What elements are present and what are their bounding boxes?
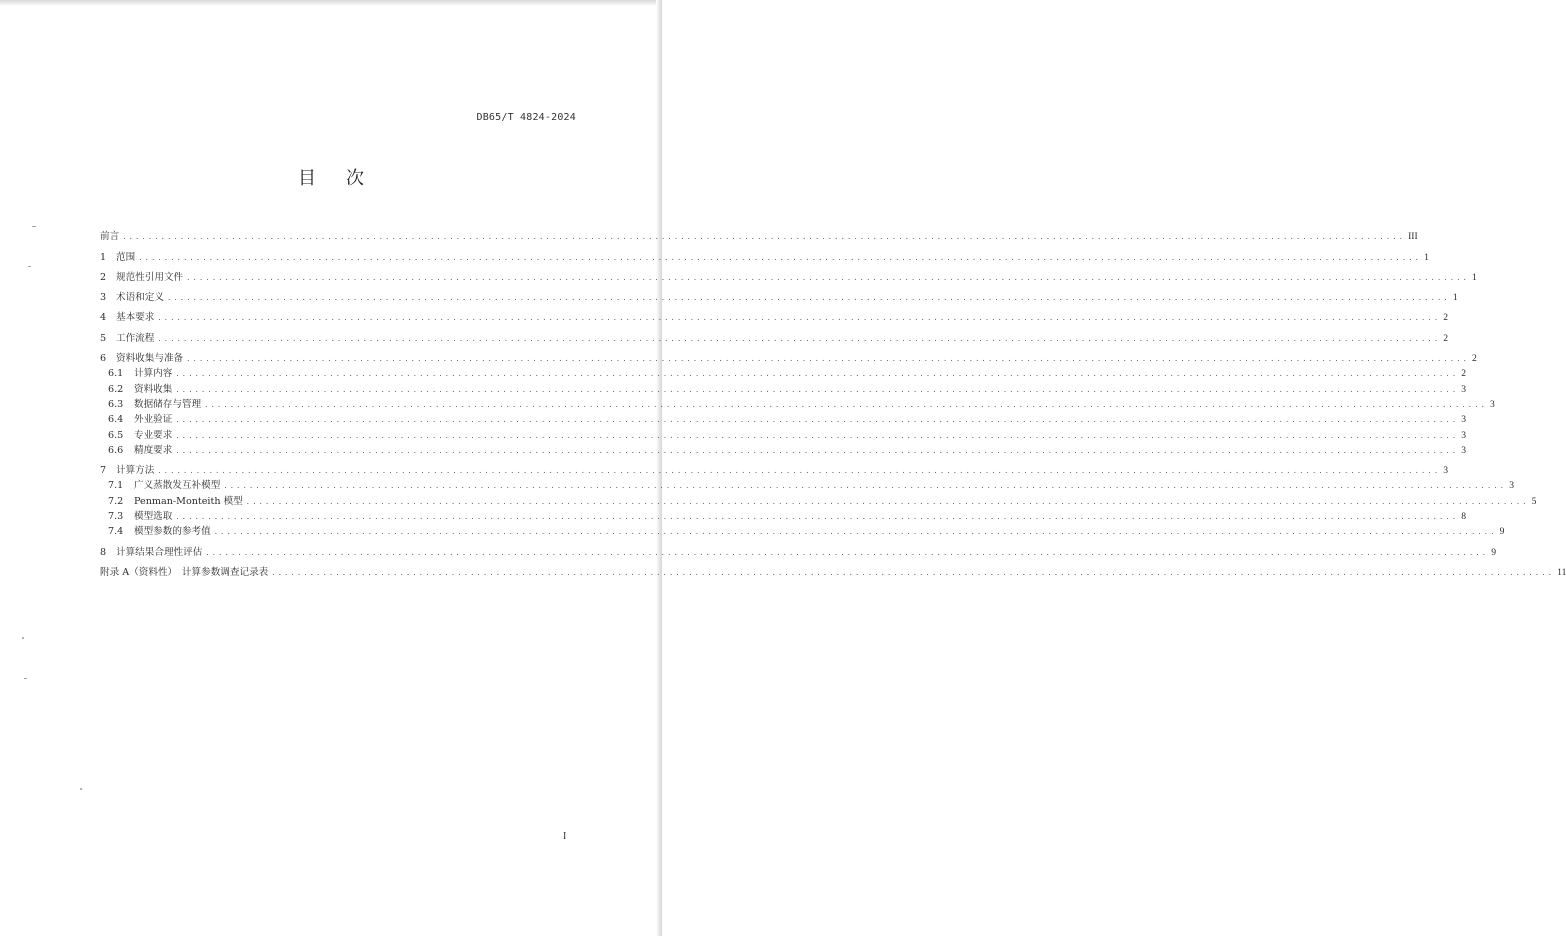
toc-entry[interactable] — [100, 441, 1467, 456]
toc-entry-page: 3 — [1509, 480, 1515, 492]
toc-entry-page: III — [1408, 231, 1418, 243]
toc-entry-number: 7.1 — [108, 480, 124, 492]
toc-entry-page: 1 — [1452, 292, 1458, 304]
toc-entry-number: 7.3 — [108, 511, 124, 523]
table-of-contents — [100, 222, 1566, 578]
toc-entry-label: 附录 A（资料性） 计算参数调查记录表 — [100, 566, 269, 578]
toc-entry-label: 广义蒸散发互补模型 — [134, 480, 221, 492]
toc-leader-dots: ........................................................................................................................................................................................................ — [223, 482, 1507, 491]
toc-entry-page: 3 — [1461, 429, 1467, 441]
toc-leader-dots: ........................................................................................................................................................................................................ — [186, 273, 1470, 282]
toc-leader-dots: ........................................................................................................................................................................................................ — [204, 400, 1488, 409]
toc-entry[interactable] — [100, 522, 1505, 538]
toc-leader-dots: ........................................................................................................................................................................................................ — [205, 548, 1489, 557]
toc-entry-page: 5 — [1531, 495, 1537, 507]
toc-entry[interactable] — [100, 410, 1467, 426]
toc-leader-dots: ........................................................................................................................................................................................................ — [166, 294, 1450, 303]
page-number: I — [563, 831, 567, 842]
toc-leader-dots: ........................................................................................................................................................................................................ — [175, 431, 1459, 440]
toc-entry-number: 7.2 — [108, 495, 124, 507]
toc-entry-page: 8 — [1461, 511, 1467, 523]
scan-speck — [80, 788, 82, 790]
toc-entry[interactable] — [100, 395, 1495, 410]
toc-entry-number: 6.1 — [108, 368, 124, 380]
toc-title: 目次 — [298, 168, 394, 189]
toc-leader-dots: ........................................................................................................................................................................................................ — [138, 253, 1422, 262]
toc-entry-number: 2 — [100, 271, 107, 283]
toc-entry-label: 模型参数的参考值 — [134, 526, 211, 538]
toc-leader-dots: ........................................................................................................................................................................................................ — [157, 334, 1441, 343]
toc-entry-number: 3 — [100, 292, 107, 304]
toc-entry-number: 6.4 — [108, 414, 124, 426]
toc-entry-number: 6.2 — [108, 383, 124, 395]
toc-entry-label: 数据储存与管理 — [134, 398, 202, 410]
toc-entry[interactable] — [100, 456, 1449, 477]
toc-entry-page: 2 — [1443, 332, 1449, 344]
toc-leader-dots: ........................................................................................................................................................................................................ — [175, 446, 1459, 455]
toc-entry-number: 1 — [100, 251, 107, 263]
toc-entry-label: 计算方法 — [116, 465, 155, 477]
toc-entry[interactable] — [100, 323, 1449, 344]
toc-leader-dots: ........................................................................................................................................................................................................ — [157, 314, 1441, 323]
toc-entry[interactable] — [100, 425, 1467, 441]
toc-leader-dots: ........................................................................................................................................................................................................ — [175, 416, 1459, 425]
toc-entry[interactable] — [100, 303, 1449, 324]
toc-entry-page: 9 — [1499, 526, 1505, 538]
toc-entry[interactable] — [100, 344, 1477, 365]
toc-leader-dots: ........................................................................................................................................................................................................ — [175, 513, 1459, 522]
toc-entry-page: 2 — [1472, 353, 1477, 365]
toc-entry-number: 7 — [100, 465, 107, 477]
toc-leader-dots: ........................................................................................................................................................................................................ — [157, 467, 1441, 476]
toc-entry-label: 范围 — [116, 251, 136, 263]
toc-entry-label: Penman-Monteith 模型 — [134, 495, 243, 507]
toc-entry-label: 外业验证 — [134, 414, 173, 426]
toc-leader-dots: ........................................................................................................................................................................................................ — [122, 233, 1406, 242]
toc-entry-label: 前言 — [100, 231, 120, 243]
toc-entry-page: 1 — [1424, 251, 1429, 263]
toc-entry-number: 6 — [100, 353, 107, 365]
toc-entry-page: 3 — [1461, 444, 1467, 456]
toc-entry-number: 6.5 — [108, 429, 124, 441]
toc-leader-dots: ........................................................................................................................................................................................................ — [271, 568, 1555, 577]
toc-leader-dots: ........................................................................................................................................................................................................ — [245, 497, 1529, 506]
toc-entry-number: 7.4 — [108, 526, 124, 538]
toc-entry-label: 专业要求 — [134, 429, 173, 441]
toc-entry[interactable] — [100, 379, 1467, 395]
toc-entry-page: 3 — [1443, 465, 1449, 477]
toc-entry-label: 规范性引用文件 — [116, 271, 184, 283]
toc-entry-number: 6.3 — [108, 398, 124, 410]
toc-entry[interactable] — [100, 242, 1429, 263]
scan-speck — [22, 637, 24, 639]
toc-entry-number: 5 — [100, 332, 107, 344]
toc-entry[interactable] — [100, 283, 1458, 304]
toc-entry[interactable] — [100, 558, 1566, 578]
toc-entry-page: 11 — [1557, 566, 1566, 578]
toc-entry[interactable] — [100, 222, 1418, 243]
toc-entry[interactable] — [100, 263, 1477, 283]
toc-entry[interactable] — [100, 364, 1467, 380]
toc-entry-page: 3 — [1461, 414, 1467, 426]
toc-entry-page: 2 — [1461, 368, 1467, 380]
toc-entry-page: 9 — [1491, 546, 1497, 558]
toc-entry-number: 6.6 — [108, 444, 124, 456]
toc-entry-label: 模型选取 — [134, 511, 173, 523]
toc-entry-label: 计算内容 — [134, 368, 173, 380]
toc-entry-label: 计算结果合理性评估 — [116, 546, 203, 558]
toc-entry[interactable] — [100, 507, 1467, 523]
toc-leader-dots: ........................................................................................................................................................................................................ — [175, 370, 1459, 379]
toc-entry-page: 2 — [1443, 312, 1449, 324]
toc-entry-label: 资料收集 — [134, 383, 173, 395]
scan-speck — [28, 266, 31, 267]
toc-entry[interactable] — [100, 476, 1515, 492]
toc-leader-dots: ........................................................................................................................................................................................................ — [175, 385, 1459, 394]
toc-entry-label: 基本要求 — [116, 312, 155, 324]
scan-edge-top — [0, 0, 662, 6]
toc-entry-label: 资料收集与准备 — [116, 353, 184, 365]
toc-entry-label: 术语和定义 — [116, 292, 164, 304]
toc-leader-dots: ........................................................................................................................................................................................................ — [186, 355, 1470, 364]
toc-entry[interactable] — [100, 537, 1497, 558]
toc-entry-page: 3 — [1490, 398, 1495, 410]
toc-entry-label: 工作流程 — [116, 332, 155, 344]
toc-entry[interactable] — [100, 491, 1537, 507]
toc-leader-dots: ........................................................................................................................................................................................................ — [213, 528, 1497, 537]
toc-entry-label: 精度要求 — [134, 444, 173, 456]
toc-entry-page: 1 — [1472, 271, 1477, 283]
toc-entry-page: 3 — [1461, 383, 1467, 395]
toc-entry-number: 4 — [100, 312, 107, 324]
scan-speck — [32, 226, 36, 227]
toc-entry-number: 8 — [100, 546, 107, 558]
scan-speck — [24, 678, 27, 679]
document-code: DB65/T 4824-2024 — [476, 112, 576, 123]
